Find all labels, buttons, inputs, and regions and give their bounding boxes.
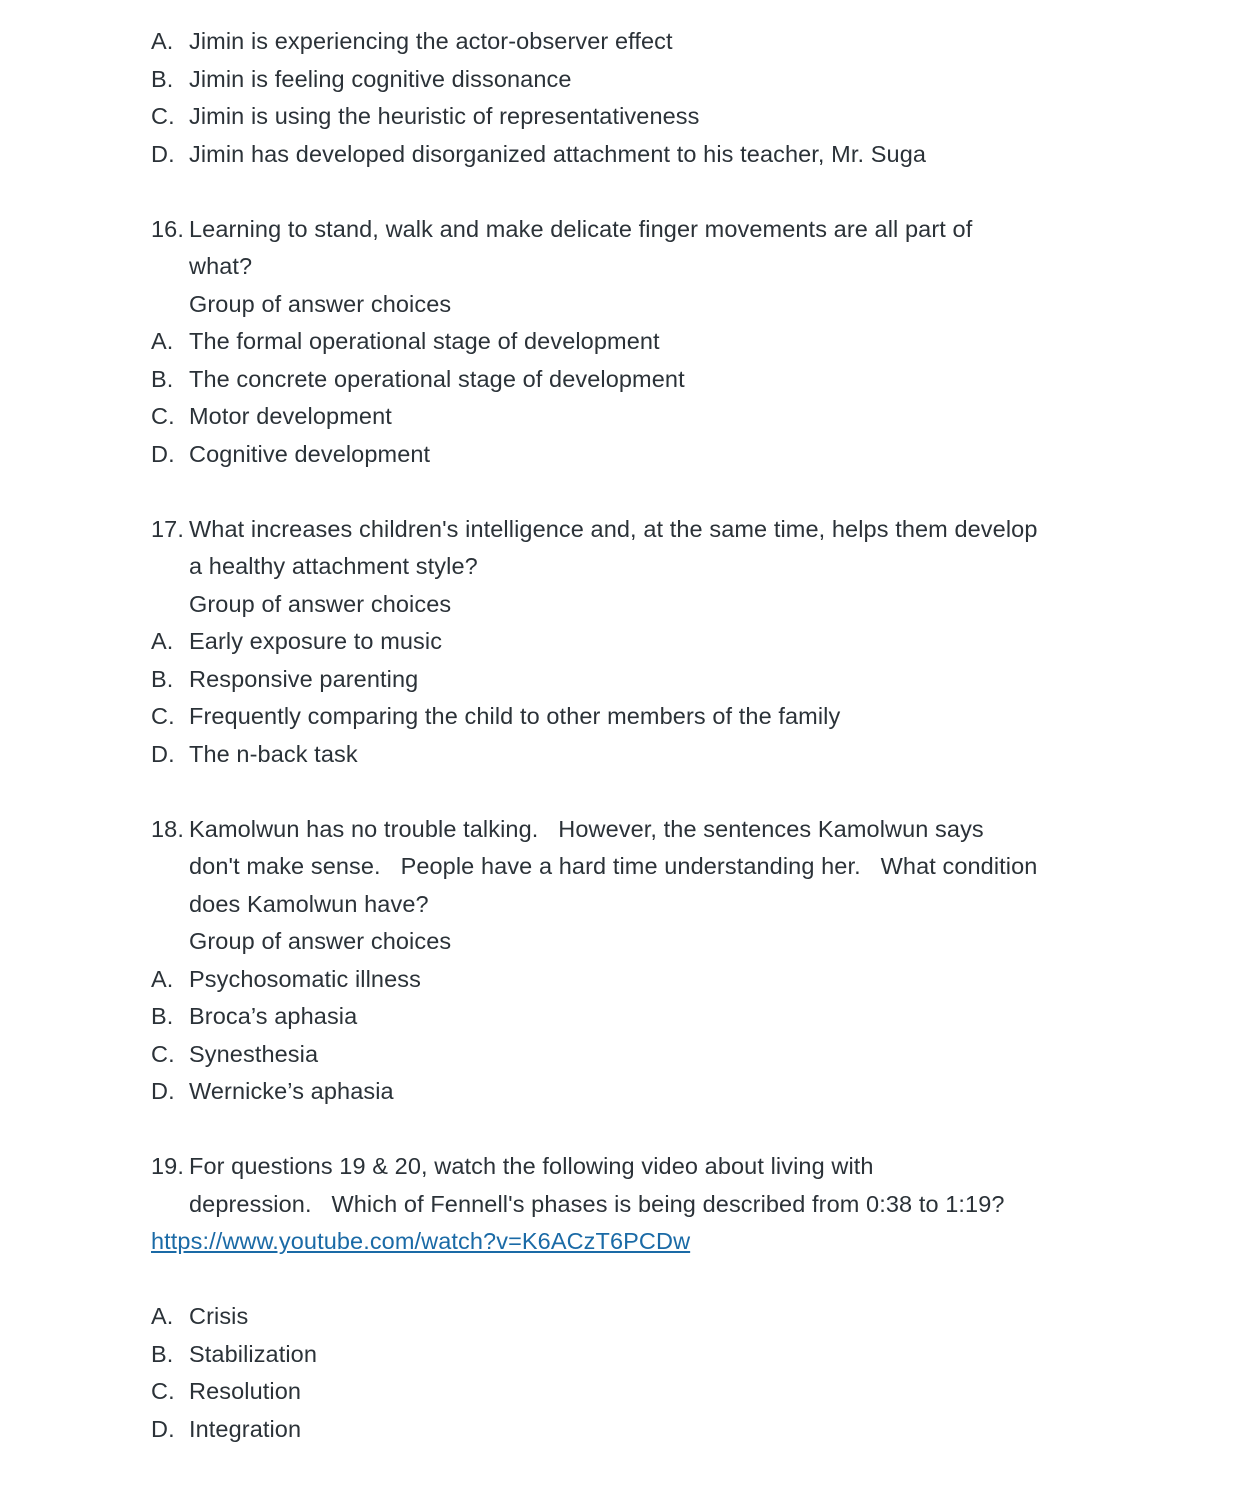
option-text: Crisis [189,1303,249,1329]
question-19 [151,1148,1111,1448]
group-label: Group of answer choices [189,590,452,617]
option-c [151,698,1111,736]
option-text: Psychosomatic illness [189,965,421,992]
question-15-options [151,23,1111,173]
option-letter: C. [151,1378,175,1404]
option-b [151,661,1111,699]
option-text: The formal operational stage of development [189,328,660,354]
option-text: The n-back task [189,740,358,767]
question-text-line: don't make sense. People have a hard time understanding her. What condition [189,853,1038,879]
question-text-line: What increases children's intelligence and, at the same time, helps them develop [189,515,1038,542]
option-text: The concrete operational stage of development [189,365,685,392]
option-letter: B. [151,1340,174,1367]
question-stem [151,211,1111,249]
option-text: Integration [189,1415,302,1442]
option-d [151,1073,1111,1111]
question-text-line: a healthy attachment style? [189,553,478,579]
option-b [151,61,1111,99]
question-text-line: does Kamolwun have? [189,890,429,917]
question-text-line: For questions 19 & 20, watch the following video about living with [189,1153,874,1179]
option-d [151,736,1111,774]
option-d [151,436,1111,474]
option-c [151,98,1111,136]
option-text: Jimin has developed disorganized attachment to his teacher, Mr. Suga [189,140,927,167]
option-text: Resolution [189,1378,302,1404]
question-text-line: Kamolwun has no trouble talking. However, the sentences Kamolwun says [189,815,984,842]
option-text: Jimin is using the heuristic of representativeness [189,103,700,129]
spacer [151,1111,1111,1149]
question-text-line: what? [189,253,253,279]
option-letter: D. [151,1078,175,1104]
option-c [151,1036,1111,1074]
option-text: Stabilization [189,1340,318,1367]
option-c [151,398,1111,436]
option-b [151,361,1111,399]
option-letter: D. [151,440,175,467]
option-letter: D. [151,140,175,167]
option-letter: B. [151,365,174,392]
option-letter: C. [151,703,175,729]
option-letter: C. [151,1040,175,1067]
option-a [151,323,1111,361]
option-b [151,1336,1111,1374]
question-number: 18. [151,815,184,842]
option-a [151,23,1111,61]
option-letter: C. [151,403,175,429]
option-text: Frequently comparing the child to other members of the family [189,703,841,729]
option-text: Jimin is feeling cognitive dissonance [189,65,572,92]
spacer [151,773,1111,811]
option-text: Broca’s aphasia [189,1003,358,1029]
option-text: Wernicke’s aphasia [189,1078,394,1104]
question-16 [151,211,1111,474]
option-b [151,998,1111,1036]
question-stem [151,511,1111,549]
option-a [151,623,1111,661]
document-page [151,23,1111,1448]
option-letter: A. [151,28,174,54]
option-text: Motor development [189,403,392,429]
question-stem [151,811,1111,849]
option-d [151,1411,1111,1449]
option-letter: D. [151,740,175,767]
question-stem [151,1148,1111,1186]
question-number: 17. [151,515,184,542]
option-text: Jimin is experiencing the actor-observer effect [189,28,673,54]
option-a [151,961,1111,999]
question-text-line: depression. Which of Fennell's phases is being described from 0:38 to 1:19? [189,1190,1005,1217]
option-text: Synesthesia [189,1040,319,1067]
option-a [151,1298,1111,1336]
option-letter: A. [151,328,174,354]
option-letter: B. [151,1003,174,1029]
option-letter: A. [151,965,174,992]
question-18 [151,811,1111,1111]
option-text: Cognitive development [189,440,431,467]
question-17 [151,511,1111,774]
option-d [151,136,1111,174]
option-text: Early exposure to music [189,628,443,654]
option-letter: A. [151,1303,174,1329]
question-text-line: Learning to stand, walk and make delicate finger movements are all part of [189,215,973,242]
option-letter: A. [151,628,174,654]
option-letter: B. [151,65,174,92]
option-c [151,1373,1111,1411]
video-link-row [151,1223,1111,1261]
spacer [151,1261,1111,1299]
spacer [151,473,1111,511]
option-text: Responsive parenting [189,665,419,692]
option-letter: D. [151,1415,175,1442]
option-letter: B. [151,665,174,692]
question-number: 19. [151,1153,184,1179]
question-number: 16. [151,215,184,242]
video-link[interactable]: https://www.youtube.com/watch?v=K6ACzT6PCDw [151,1228,691,1254]
group-label: Group of answer choices [189,290,452,317]
spacer [151,173,1111,211]
option-letter: C. [151,103,175,129]
group-label: Group of answer choices [189,928,452,954]
